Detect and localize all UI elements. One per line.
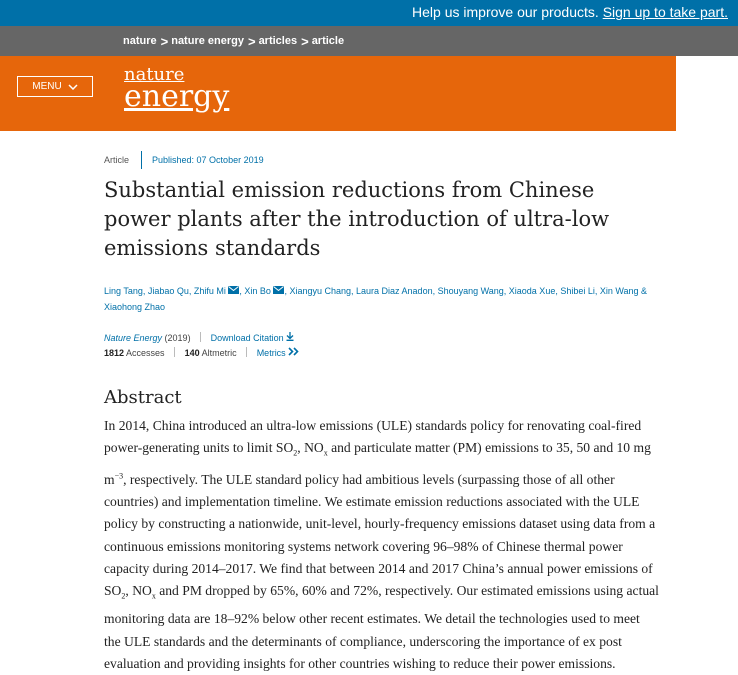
abstract-line: evaluation and providing insights for other countries wishing to reduce their power emissions. <box>104 655 616 671</box>
breadcrumb-separator-icon: > <box>160 33 169 49</box>
abstract-line: monitoring data are 18–92% below other recent estimates. We detail the technologies used to meet <box>104 611 640 627</box>
metrics-divider <box>174 347 175 357</box>
meta-divider <box>141 151 142 169</box>
menu-label: MENU <box>32 81 62 92</box>
citation-divider <box>200 332 201 342</box>
logo-line-energy: energy <box>124 79 230 114</box>
authors-group-2[interactable]: , Xin Bo <box>239 286 271 296</box>
download-citation-label: Download Citation <box>210 333 284 343</box>
breadcrumb-separator-icon: > <box>301 33 309 49</box>
download-icon <box>286 332 294 341</box>
citation-line <box>104 332 294 344</box>
breadcrumb-article: article <box>311 35 345 47</box>
metrics-label: Metrics <box>256 348 286 358</box>
feedback-message <box>412 4 728 20</box>
article-title: Substantial emission reductions from Chinese power plants after the introduction of ultra-low emissions standards <box>104 178 610 260</box>
altmetric-label: Altmetric <box>201 348 237 358</box>
author-list <box>104 283 674 315</box>
accesses-label: Accesses <box>126 348 165 358</box>
menu-button[interactable] <box>17 76 93 97</box>
accesses-count: 1812 <box>104 348 125 358</box>
feedback-text: Help us improve our products. <box>412 4 599 20</box>
authors-group-3[interactable]: , Xiangyu Chang, Laura Diaz Anadon, Shouyang Wang, Xiaoda Xue, Shibei Li, Xin Wang & Xiaohong Zhao <box>104 286 648 312</box>
mail-icon[interactable] <box>228 286 239 294</box>
article-type: Article <box>104 155 130 165</box>
publication-year: (2019) <box>164 333 191 343</box>
double-chevron-right-icon <box>288 347 300 356</box>
journal-name[interactable]: Nature Energy <box>104 333 163 343</box>
metrics-line <box>104 346 300 360</box>
abstract-line: capacity during 2014–2017. We find that between 2014 and 2017 China’s annual power emissions of <box>104 561 653 577</box>
feedback-signup-link[interactable]: Sign up to take part. <box>602 4 728 20</box>
breadcrumb-nature-energy[interactable]: nature energy <box>171 35 244 47</box>
published-date: Published: 07 October 2019 <box>152 155 264 165</box>
abstract-line: $SO_2$, $NO_x$ and PM dropped by 65%, 60% and 72%, respectively. Our estimated emissions using actual <box>104 583 659 602</box>
metrics-divider <box>246 347 247 357</box>
abstract-line: policy by constructing a nationwide, unit-level, hourly-frequency emissions dataset using data from a <box>104 516 656 532</box>
breadcrumb-articles[interactable]: articles <box>258 35 298 47</box>
breadcrumb-nature[interactable]: nature <box>123 35 157 47</box>
altmetric-count: 140 <box>184 348 200 358</box>
masthead <box>0 56 676 131</box>
article-meta <box>104 150 264 170</box>
abstract-heading: Abstract <box>104 387 182 408</box>
chevron-down-icon <box>68 84 78 90</box>
breadcrumb <box>123 26 344 56</box>
logo-line-nature: nature <box>124 64 185 85</box>
metrics-link[interactable] <box>257 348 301 358</box>
abstract-line: continuous emissions monitoring systems network covering 96–98% of Chinese thermal power <box>104 538 623 554</box>
mail-icon[interactable] <box>273 286 284 294</box>
abstract-text <box>104 415 684 675</box>
abstract-line: power-generating units to limit $SO_2$, $NO_x$ and particulate matter (PM) emissions to 35, 50 and 10 mg <box>104 440 651 459</box>
breadcrumb-separator-icon: > <box>247 33 256 49</box>
feedback-bar <box>0 0 738 26</box>
abstract-line: the ULE standards and the determinants of compliance, underscoring the importance of ex post <box>104 633 622 649</box>
breadcrumb-bar <box>0 26 738 56</box>
abstract-line: In 2014, China introduced an ultra-low emissions (ULE) standards policy for renovating coal-fired <box>104 418 642 433</box>
abstract-line: $m^{-3}$, respectively. The ULE standard policy had ambitious levels (surpassing those of all other <box>104 471 615 487</box>
download-citation-link[interactable] <box>211 333 295 343</box>
abstract-line: countries) and implementation timeline. We estimate emission reductions associated with the ULE <box>104 494 640 510</box>
journal-logo[interactable] <box>124 64 230 114</box>
authors-group-1[interactable]: Ling Tang, Jiabao Qu, Zhifu Mi <box>104 286 226 296</box>
